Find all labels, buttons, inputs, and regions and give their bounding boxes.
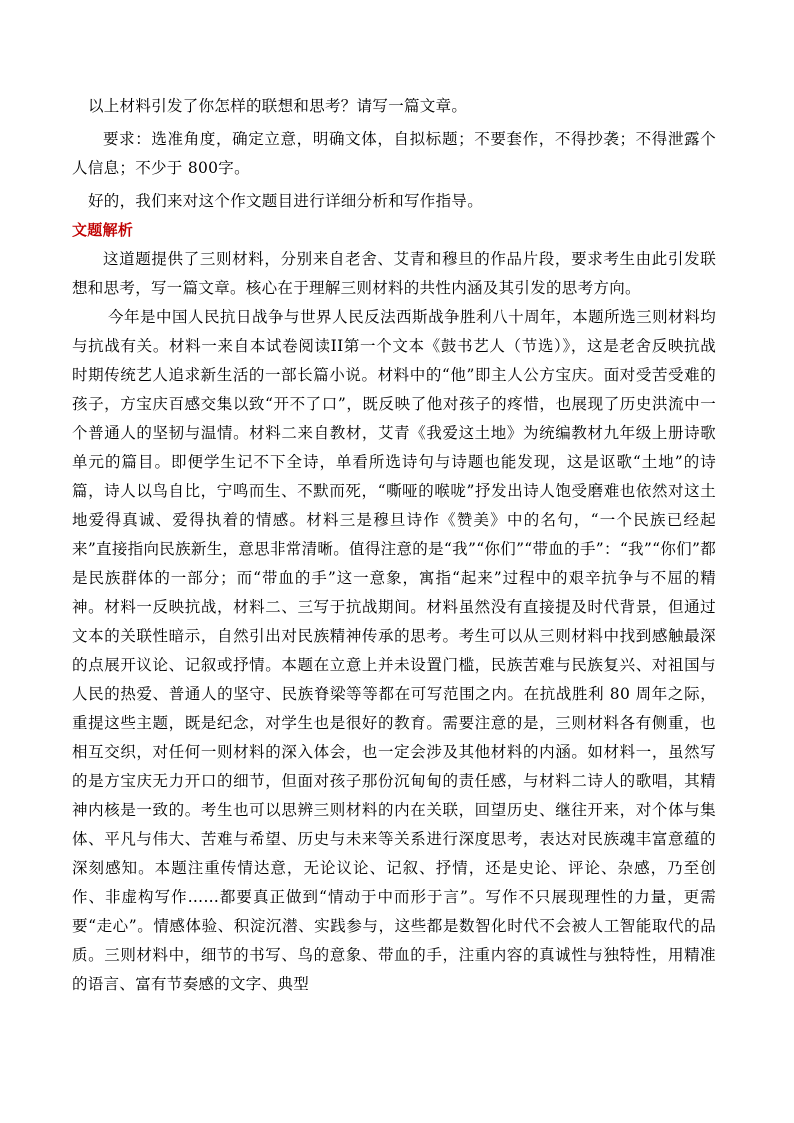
intro-text: 好的，我们来对这个作文题目进行详细分析和写作指导。 (88, 192, 484, 210)
analysis-paragraph-1: 这道题提供了三则材料，分别来自老舍、艾青和穆旦的作品片段，要求考生由此引发联想和思考，写一篇文章。核心在于理解三则材料的共性内涵及其引发的思考方向。 (72, 250, 716, 297)
prompt-line: 以上材料引发了你怎样的联想和思考？请写一篇文章。 (88, 97, 468, 115)
section-heading: 文题解析 (72, 221, 134, 239)
analysis-paragraph-2: 今年是中国人民抗日战争与世界人民反法西斯战争胜利八十周年，本题所选三则材料均与抗战有关。材料一来自本试卷阅读II第一个文本《鼓书艺人（节选）》，这是老舍反映抗战时期传统艺人追求新生活的一部长篇小说。材料中的“他”即主人公方宝庆。面对受苦受难的孩子，方宝庆百感交集以致“开不了口”，既反映了他对孩子的疼惜，也展现了历史洪流中一个普通人的坚韧与温情。材料二来自教材，艾青《我爱这土地》为统编教材九年级上册诗歌单元的篇目。即便学生记不下全诗，单看所选诗句与诗题也能发现，这是讴歌“土地”的诗篇，诗人以鸟自比，宁鸣而生、不默而死，“嘶哑的喉咙”抒发出诗人饱受磨难也依然对这土地爱得真诚、爱得执着的情感。材料三是穆旦诗作《赞美》中的名句，“一个民族已经起来”直接指向民族新生，意思非常清晰。值得注意的是“我”“你们”“带血的手”：“我”“你们”都是民族群体的一部分；而“带血的手”这一意象，寓指“起来”过程中的艰辛抗争与不屈的精神。材料一反映抗战，材料二、三写于抗战期间。材料虽然没有直接提及时代背景，但通过文本的关联性暗示，自然引出对民族精神传承的思考。考生可以从三则材料中找到感触最深的点展开议论、记叙或抒情。本题在立意上并未设置门槛，民族苦难与民族复兴、对祖国与人民的热爱、普通人的坚守、民族脊梁等等都在可写范围之内。在抗战胜利 80 周年之际，重提这些主题，既是纪念，对学生也是很好的教育。需要注意的是，三则材料各有侧重，也相互交织，对任何一则材料的深入体会，也一定会涉及其他材料的内涵。如材料一，虽然写的是方宝庆无力开口的细节，但面对孩子那份沉甸甸的责任感，与材料二诗人的歌唱，其精神内核是一致的。考生也可以思辨三则材料的内在关联，回望历史、继往开来，对个体与集体、平凡与伟大、苦难与希望、历史与未来等关系进行深度思考，表达对民族魂丰富意蕴的深刻感知。本题注重传情达意，无论议论、记叙、抒情，还是史论、评论、杂感，乃至创作、非虚构写作……都要真正做到“情动于中而形于言”。写作不只展现理性的力量，更需要“走心”。情感体验、积淀沉潜、实践参与，这些都是数智化时代不会被人工智能取代的品质。三则材料中，细节的书写、鸟的意象、带血的手，注重内容的真诚性与独特性，用精准的语言、富有节奏感的文字、典型 (72, 308, 716, 993)
requirements-text: 要求：选准角度，确定立意，明确文体，自拟标题；不要套作，不得抄袭；不得泄露个人信息；不少于 800字。 (72, 130, 716, 177)
